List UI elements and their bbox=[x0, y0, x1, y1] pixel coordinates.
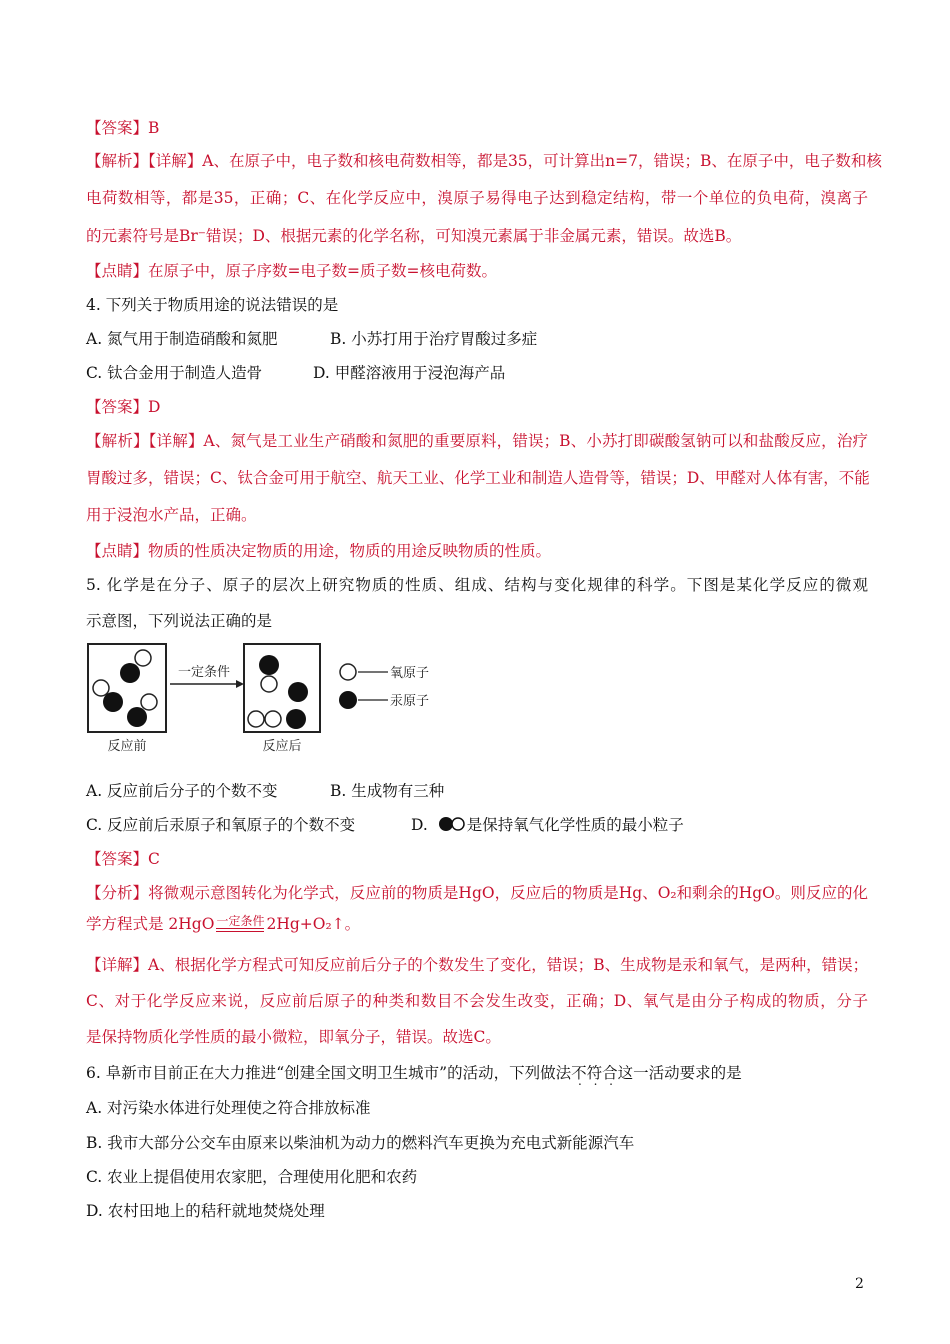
oxygen-atom bbox=[93, 680, 109, 696]
q5-answer: 【答案】C bbox=[86, 850, 160, 868]
legend-mercury-icon bbox=[339, 691, 357, 709]
q4-stem: 4. 下列关于物质用途的说法错误的是 bbox=[86, 296, 339, 314]
page-number: 2 bbox=[855, 1276, 864, 1292]
q4-analysis-line-3: 用于浸泡水产品，正确。 bbox=[86, 506, 257, 524]
q5-detail-line-1: 【详解】A、根据化学方程式可知反应前后分子的个数发生了变化，错误；B、生成物是汞和氧气，是两种，错误； bbox=[86, 956, 869, 974]
q5-stem-line-2: 示意图，下列说法正确的是 bbox=[86, 612, 273, 630]
mercury-atom bbox=[286, 709, 306, 729]
q6-option-a: A. 对污染水体进行处理使之符合排放标准 bbox=[86, 1099, 371, 1117]
equation-condition bbox=[214, 915, 266, 932]
q5-option-d-prefix: D. bbox=[411, 816, 428, 834]
legend-oxygen-icon bbox=[340, 664, 356, 680]
oxygen-molecule-icon bbox=[437, 816, 467, 832]
oxygen-atom bbox=[141, 694, 157, 710]
q6-option-d: D. 农村田地上的秸秆就地焚烧处理 bbox=[86, 1202, 325, 1220]
q5-detail-line-2: C、对于化学反应来说，反应前后原子的种类和数目不会发生改变，正确；D、氧气是由分子构成的物质，分子 bbox=[86, 992, 868, 1010]
before-label: 反应前 bbox=[107, 739, 147, 754]
q5-option-a: A. 反应前后分子的个数不变 bbox=[86, 782, 278, 800]
q6-stem-before: 6. 阜新市目前正在大力推进“创建全国文明卫生城市”的活动，下列做法 bbox=[86, 1064, 572, 1082]
q4-answer: 【答案】D bbox=[86, 398, 161, 416]
q4-option-a: A. 氮气用于制造硝酸和氮肥 bbox=[86, 330, 278, 348]
equation-condition-text: 一定条件 bbox=[216, 914, 265, 928]
q5-option-b: B. 生成物有三种 bbox=[330, 782, 445, 800]
q6-stem-after: 这一活动要求的是 bbox=[617, 1064, 742, 1082]
oxygen-atom bbox=[265, 711, 281, 727]
q6-stem-emphasis: 不 bbox=[571, 1064, 587, 1082]
mercury-atom bbox=[103, 692, 123, 712]
q4-point: 【点睛】物质的性质决定物质的用途，物质的用途反映物质的性质。 bbox=[86, 542, 552, 560]
q5-option-c: C. 反应前后汞原子和氧原子的个数不变 bbox=[86, 816, 356, 834]
equation-suffix: 2Hg+O₂↑。 bbox=[266, 915, 361, 933]
legend-oxygen-label: 氧原子 bbox=[390, 666, 430, 681]
q3-analysis-line-2: 电荷数相等，都是35，正确；C、在化学反应中，溴原子易得电子达到稳定结构，带一个单位的负电荷，溴离子 bbox=[86, 189, 868, 207]
mercury-atom bbox=[127, 707, 147, 727]
q6-stem-emphasis: 合 bbox=[602, 1064, 618, 1082]
mercury-atom bbox=[288, 682, 308, 702]
q4-analysis-line-1: 【解析】【详解】A、氮气是工业生产硝酸和氮肥的重要原料，错误；B、小苏打即碳酸氢钠可以和盐酸反应，治疗 bbox=[86, 432, 868, 450]
mercury-atom bbox=[259, 655, 279, 675]
equation-prefix: 学方程式是 2HgO bbox=[86, 915, 215, 933]
arrow-head bbox=[236, 680, 244, 688]
q5-equation-line bbox=[86, 914, 868, 934]
q6-option-c: C. 农业上提倡使用农家肥，合理使用化肥和农药 bbox=[86, 1168, 418, 1186]
after-label: 反应后 bbox=[262, 739, 302, 754]
q3-answer: 【答案】B bbox=[86, 119, 160, 137]
q5-option-d-text: 是保持氧气化学性质的最小粒子 bbox=[466, 816, 684, 834]
arrow-label: 一定条件 bbox=[177, 665, 231, 680]
reaction-diagram bbox=[86, 640, 446, 760]
oxygen-atom bbox=[261, 676, 277, 692]
q6-stem bbox=[86, 1063, 868, 1083]
q5-stem-line-1: 5. 化学是在分子、原子的层次上研究物质的性质、组成、结构与变化规律的科学。下图是某化学反应的微观 bbox=[86, 576, 868, 594]
q5-option-d bbox=[411, 815, 684, 835]
q5-detail-line-3: 是保持物质化学性质的最小微粒，即氧分子，错误。故选C。 bbox=[86, 1028, 501, 1046]
q6-option-b: B. 我市大部分公交车由原来以柴油机为动力的燃料汽车更换为充电式新能源汽车 bbox=[86, 1134, 635, 1152]
oxygen-atom bbox=[135, 650, 151, 666]
q6-stem-emphasis: 符 bbox=[586, 1064, 603, 1082]
mercury-atom bbox=[120, 663, 140, 683]
q5-analysis-line-1: 【分析】将微观示意图转化为化学式，反应前的物质是HgO，反应后的物质是Hg、O₂和剩余的HgO。则反应的化 bbox=[86, 884, 868, 902]
legend-mercury-label: 汞原子 bbox=[390, 694, 430, 709]
q4-option-d: D. 甲醛溶液用于浸泡海产品 bbox=[313, 364, 506, 382]
oxygen-atom bbox=[248, 711, 264, 727]
q3-point: 【点睛】在原子中，原子序数=电子数=质子数=核电荷数。 bbox=[86, 262, 497, 280]
q3-analysis-line-3: 的元素符号是Br⁻错误；D、根据元素的化学名称，可知溴元素属于非金属元素，错误。故选B。 bbox=[86, 227, 742, 245]
q3-analysis-line-1: 【解析】【详解】A、在原子中，电子数和核电荷数相等，都是35，可计算出n=7，错误；B、在原子中，电子数和核 bbox=[86, 152, 882, 170]
equation-equals-bar bbox=[216, 928, 264, 932]
q4-analysis-line-2: 胃酸过多，错误；C、钛合金可用于航空、航天工业、化学工业和制造人造骨等，错误；D、甲醛对人体有害，不能 bbox=[86, 469, 870, 487]
q4-option-c: C. 钛合金用于制造人造骨 bbox=[86, 364, 263, 382]
q4-option-b: B. 小苏打用于治疗胃酸过多症 bbox=[330, 330, 538, 348]
